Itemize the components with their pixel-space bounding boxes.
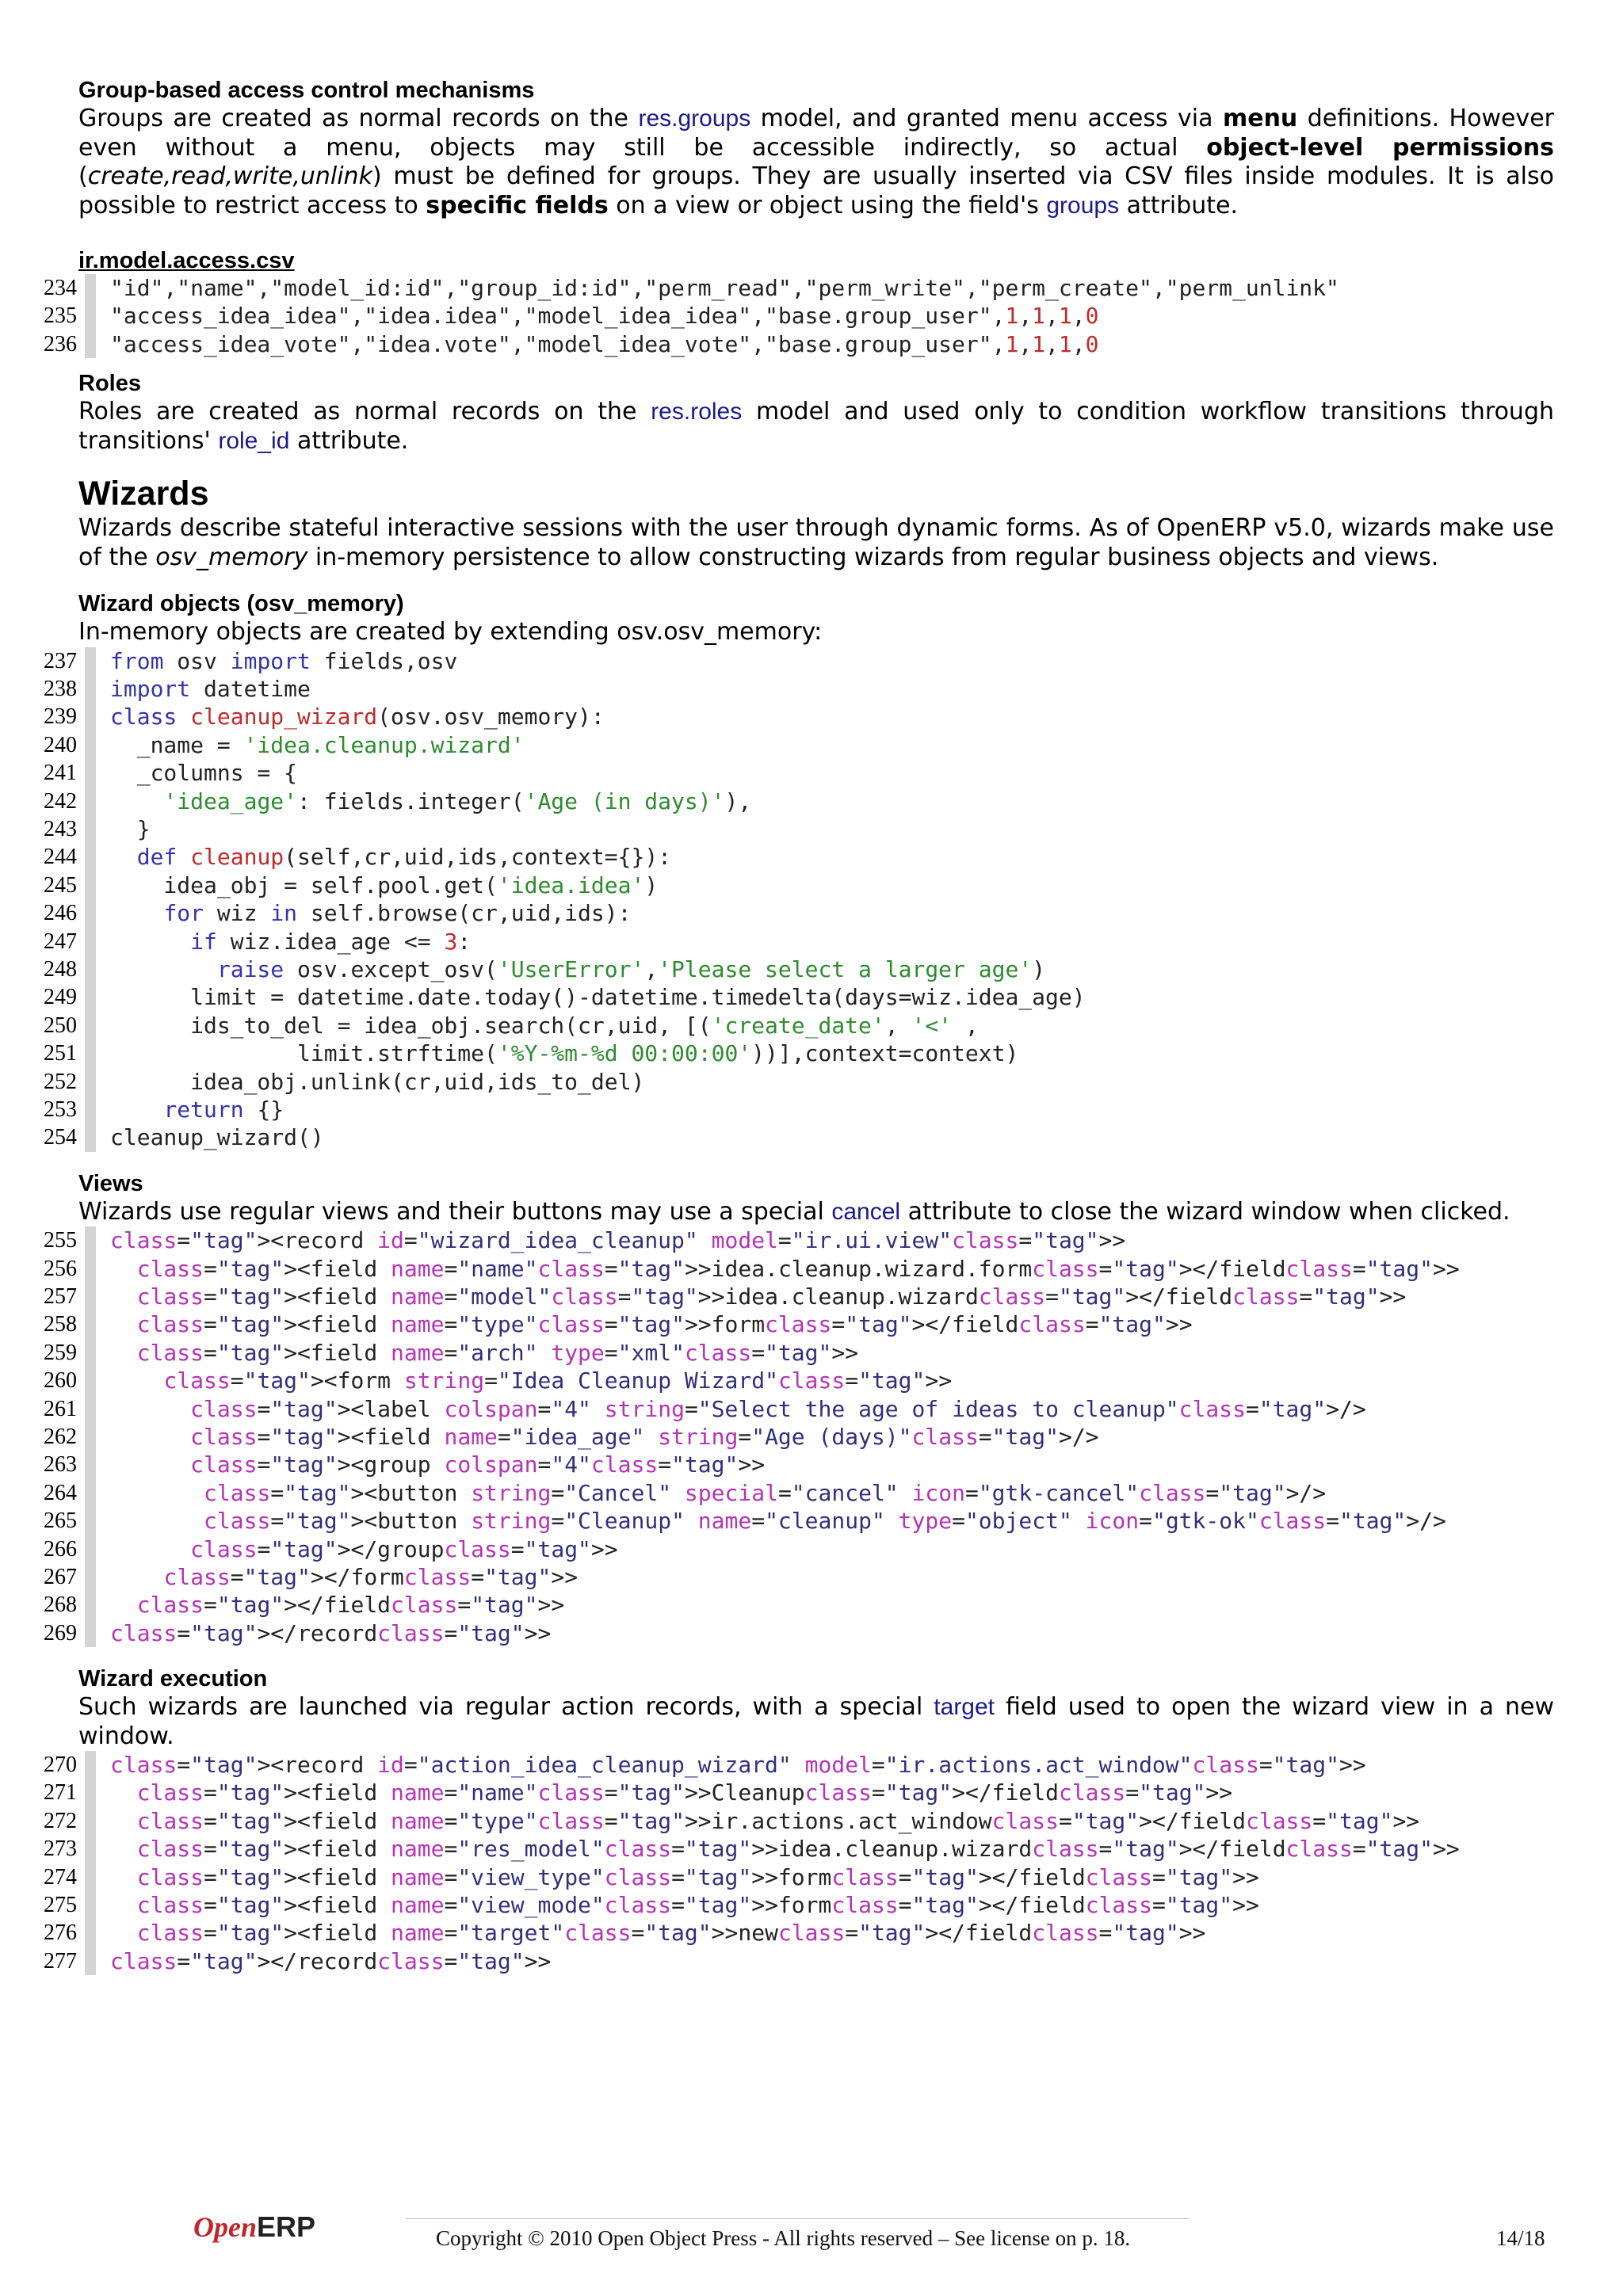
- heading-wizard-objects: Wizard objects (osv_memory): [78, 591, 404, 617]
- line-number: 251: [44, 1041, 77, 1066]
- line-number: 259: [44, 1340, 77, 1365]
- line-number: 256: [44, 1256, 77, 1281]
- code-text: def cleanup(self,cr,uid,ids,context={}):: [136, 844, 672, 871]
- code-text: _columns = {: [110, 760, 298, 787]
- code-line: [44, 1591, 1554, 1619]
- code-line: [44, 1096, 1554, 1123]
- code-text: class="tag"><field name="model"class="tag">>idea.cleanup.wizardclass="tag"></fieldclass="tag">>: [136, 1283, 1407, 1310]
- code-text: ids_to_del = idea_obj.search(cr,uid, [('create_date', '<' ,: [110, 1012, 979, 1039]
- page-number: 14/18: [1496, 2226, 1545, 2250]
- line-number: 257: [44, 1283, 77, 1309]
- code-text: class="tag"><form string="Idea Cleanup Wizard"class="tag">>: [163, 1367, 953, 1394]
- code-text: class="tag"><field name="arch" type="xml"class="tag">>: [136, 1339, 859, 1366]
- code-text: class="tag"></groupclass="tag">>: [190, 1535, 618, 1562]
- line-number: 250: [44, 1013, 77, 1038]
- code-text: class="tag"><field name="type"class="tag">>ir.actions.act_windowclass="tag"></fieldclass="tag">>: [136, 1807, 1420, 1834]
- heading-wizards: Wizards: [78, 475, 209, 513]
- line-number: 243: [44, 817, 77, 842]
- heading-group-access: Group-based access control mechanisms: [78, 78, 535, 103]
- code-line: [44, 983, 1554, 1011]
- code-line: [44, 1423, 1554, 1451]
- code-line: [44, 1310, 1554, 1338]
- code-text: class="tag"><group colspan="4"class="tag">>: [190, 1451, 766, 1478]
- code-line: [44, 1947, 1554, 1975]
- code-line: [44, 843, 1554, 871]
- line-number: 258: [44, 1312, 77, 1337]
- code-text: idea_obj.unlink(cr,uid,ids_to_del): [110, 1068, 645, 1095]
- code-line: [44, 1012, 1554, 1039]
- code-line: [44, 302, 1554, 330]
- code-text: class="tag"><field name="idea_age" string="Age (days)"class="tag">/>: [190, 1423, 1099, 1450]
- code-line: [44, 871, 1554, 899]
- code-line: [44, 1395, 1554, 1423]
- code-text: cleanup_wizard(): [110, 1124, 324, 1151]
- code-text: class="tag"><record id="wizard_idea_cleanup" model="ir.ui.view"class="tag">>: [110, 1227, 1126, 1254]
- footer-rule: [406, 2218, 1189, 2219]
- line-number: 236: [44, 331, 77, 357]
- code-text: class="tag"><field name="target"class="tag">>newclass="tag"></fieldclass="tag">>: [136, 1920, 1206, 1947]
- document-page: [44, 76, 1555, 1975]
- term-res-groups: res.groups: [638, 105, 751, 132]
- code-text: class="tag"><field name="view_mode"class="tag">>formclass="tag"></fieldclass="tag">>: [136, 1892, 1259, 1919]
- code-text: limit.strftime('%Y-%m-%d 00:00:00'))],context=context): [110, 1040, 1019, 1067]
- line-number: 241: [44, 761, 77, 786]
- code-text: class="tag"><field name="type"class="tag">>formclass="tag"></fieldclass="tag">>: [136, 1311, 1193, 1338]
- line-number: 265: [44, 1508, 77, 1534]
- code-line: [44, 928, 1554, 955]
- code-line: [44, 1619, 1554, 1647]
- code-line: [44, 1835, 1554, 1863]
- code-text: for wiz in self.browse(cr,uid,ids):: [163, 900, 632, 927]
- code-line: [44, 788, 1554, 815]
- file-title-csv: ir.model.access.csv: [78, 248, 295, 273]
- copyright-text: Copyright © 2010 Open Object Press - All rights reserved – See license on p. 18.: [436, 2226, 1131, 2250]
- code-text: _name = 'idea.cleanup.wizard': [110, 731, 525, 758]
- code-text: "id","name","model_id:id","group_id:id","perm_read","perm_write","perm_create","perm_unlink": [110, 275, 1339, 301]
- code-text: "access_idea_idea","idea.idea","model_idea_idea","base.group_user",1,1,1,0: [110, 303, 1099, 330]
- code-line: [44, 1255, 1554, 1283]
- code-text: class="tag"><field name="name"class="tag">>Cleanupclass="tag"></fieldclass="tag">>: [136, 1779, 1233, 1806]
- code-line: [44, 815, 1554, 843]
- code-text: }: [110, 816, 151, 843]
- code-text: class="tag"><record id="action_idea_cleanup_wizard" model="ir.actions.act_window"class="tag">>: [110, 1752, 1366, 1779]
- code-text: raise osv.except_osv('UserError','Please select a larger age'): [216, 955, 1046, 982]
- code-line: [44, 1367, 1554, 1394]
- code-line: [44, 274, 1554, 302]
- code-text: class="tag"><button string="Cleanup" name="cleanup" type="object" icon="gtk-ok"class="tag">/>: [204, 1508, 1446, 1535]
- line-number: 253: [44, 1097, 77, 1122]
- code-text: 'idea_age': fields.integer('Age (in days)'),: [163, 788, 752, 814]
- code-line: [44, 703, 1554, 730]
- paragraph-roles: Roles are created as normal records on the res.roles model and used only to condition workflow transitions through transitions' role_id attribute.: [78, 398, 1554, 455]
- line-number: 238: [44, 677, 77, 702]
- code-block-python: [44, 647, 1554, 1152]
- line-number: 239: [44, 704, 77, 730]
- code-text: class cleanup_wizard(osv.osv_memory):: [110, 704, 605, 730]
- code-line: [44, 1039, 1554, 1067]
- line-number: 249: [44, 985, 77, 1010]
- paragraph-group-access: Groups are created as normal records on the res.groups model, and granted menu access via menu definitions. However even without a menu, objects may still be accessible indirectly, so actual object-level permissions (create,read,write,unlink) must be defined for groups. They are usually inserted via CSV files inside modules. It is also possible to restrict access to specific fields on a view or object using the field's groups attribute.: [78, 105, 1555, 219]
- code-text: limit = datetime.date.today()-datetime.timedelta(days=wiz.idea_age): [110, 984, 1086, 1011]
- term-groups: groups: [1046, 192, 1120, 219]
- paragraph-views: Wizards use regular views and their buttons may use a special cancel attribute to close the wizard window when clicked.: [78, 1197, 1510, 1226]
- line-number: 234: [44, 276, 77, 300]
- code-line: [44, 955, 1554, 983]
- line-number: 264: [44, 1480, 77, 1505]
- paragraph-wizard-execution: Such wizards are launched via regular action records, with a special target field used to open the wizard view in a new window.: [78, 1693, 1554, 1750]
- code-text: "access_idea_vote","idea.vote","model_idea_vote","base.group_user",1,1,1,0: [110, 330, 1099, 357]
- line-number: 248: [44, 956, 77, 982]
- line-number: 252: [44, 1069, 77, 1094]
- line-number: 268: [44, 1592, 77, 1618]
- code-line: [44, 1068, 1554, 1096]
- code-line: [44, 1479, 1554, 1507]
- code-line: [44, 1226, 1554, 1254]
- line-number: 244: [44, 845, 77, 870]
- code-text: class="tag"><label colspan="4" string="Select the age of ideas to cleanup"class="tag">/>: [190, 1395, 1366, 1422]
- code-line: [44, 1535, 1554, 1563]
- heading-views: Views: [78, 1170, 143, 1196]
- line-number: 240: [44, 732, 77, 757]
- line-number: 237: [44, 648, 77, 673]
- code-line: [44, 1863, 1554, 1891]
- code-line: [44, 647, 1554, 675]
- line-number: 267: [44, 1564, 77, 1589]
- line-number: 247: [44, 929, 77, 954]
- code-text: class="tag"></recordclass="tag">>: [110, 1947, 552, 1974]
- code-line: [44, 675, 1554, 703]
- code-line: [44, 1563, 1554, 1591]
- code-text: from osv import fields,osv: [110, 647, 458, 674]
- openerp-logo: OpenERP: [193, 2210, 316, 2243]
- code-line: [44, 1339, 1554, 1367]
- paragraph-wizards: Wizards describe stateful interactive sessions with the user through dynamic forms. As of OpenERP v5.0, wizards make use of the osv_memory in-memory persistence to allow constructing wizards from regular business objects and views.: [78, 514, 1554, 571]
- code-line: [44, 1919, 1554, 1947]
- line-number: 261: [44, 1396, 77, 1421]
- line-number: 235: [44, 303, 77, 329]
- line-number: 246: [44, 901, 77, 926]
- code-text: class="tag"><field name="res_model"class="tag">>idea.cleanup.wizardclass="tag"></fieldclass="tag">>: [136, 1836, 1460, 1863]
- line-number: 263: [44, 1452, 77, 1478]
- line-number: 274: [44, 1864, 77, 1890]
- line-number: 275: [44, 1893, 77, 1918]
- line-number: 276: [44, 1920, 77, 1946]
- code-text: class="tag"><button string="Cancel" special="cancel" icon="gtk-cancel"class="tag">/>: [204, 1479, 1327, 1506]
- code-line: [44, 899, 1554, 927]
- code-block-csv: [44, 274, 1554, 358]
- line-number: 260: [44, 1368, 77, 1394]
- code-text: if wiz.idea_age <= 3:: [190, 928, 472, 955]
- code-line: [44, 1283, 1554, 1310]
- code-line: [44, 1123, 1554, 1151]
- paragraph-wizard-objects: In-memory objects are created by extending osv.osv_memory:: [78, 618, 823, 646]
- code-text: idea_obj = self.pool.get('idea.idea'): [110, 871, 659, 898]
- code-block-action-xml: [44, 1751, 1554, 1975]
- code-text: class="tag"><field name="view_type"class="tag">>formclass="tag"></fieldclass="tag">>: [136, 1863, 1259, 1890]
- code-text: class="tag"><field name="name"class="tag">>idea.cleanup.wizard.formclass="tag"></fieldclass="tag">>: [136, 1255, 1460, 1282]
- line-number: 262: [44, 1424, 77, 1449]
- code-line: [44, 759, 1554, 787]
- line-number: 273: [44, 1836, 77, 1862]
- code-line: [44, 731, 1554, 759]
- code-line: [44, 1807, 1554, 1835]
- line-number: 245: [44, 872, 77, 898]
- line-number: 270: [44, 1753, 77, 1778]
- heading-wizard-execution: Wizard execution: [78, 1666, 268, 1692]
- line-number: 254: [44, 1125, 77, 1150]
- line-number: 272: [44, 1808, 77, 1833]
- line-number: 269: [44, 1620, 77, 1646]
- code-text: import datetime: [110, 676, 311, 703]
- code-line: [44, 1507, 1554, 1535]
- page-footer: [0, 2210, 1623, 2258]
- code-text: class="tag"></recordclass="tag">>: [110, 1619, 552, 1646]
- code-line: [44, 1751, 1554, 1779]
- line-number: 255: [44, 1228, 77, 1253]
- line-number: 266: [44, 1536, 77, 1562]
- code-text: return {}: [163, 1096, 285, 1123]
- code-text: class="tag"></fieldclass="tag">>: [136, 1592, 565, 1619]
- line-number: 242: [44, 788, 77, 814]
- code-line: [44, 1451, 1554, 1478]
- code-line: [44, 1779, 1554, 1806]
- line-number: 277: [44, 1948, 77, 1974]
- code-line: [44, 330, 1554, 358]
- line-number: 271: [44, 1780, 77, 1806]
- code-line: [44, 1891, 1554, 1919]
- code-block-view-xml: [44, 1226, 1554, 1647]
- heading-roles: Roles: [78, 371, 141, 397]
- code-text: class="tag"></formclass="tag">>: [163, 1563, 579, 1590]
